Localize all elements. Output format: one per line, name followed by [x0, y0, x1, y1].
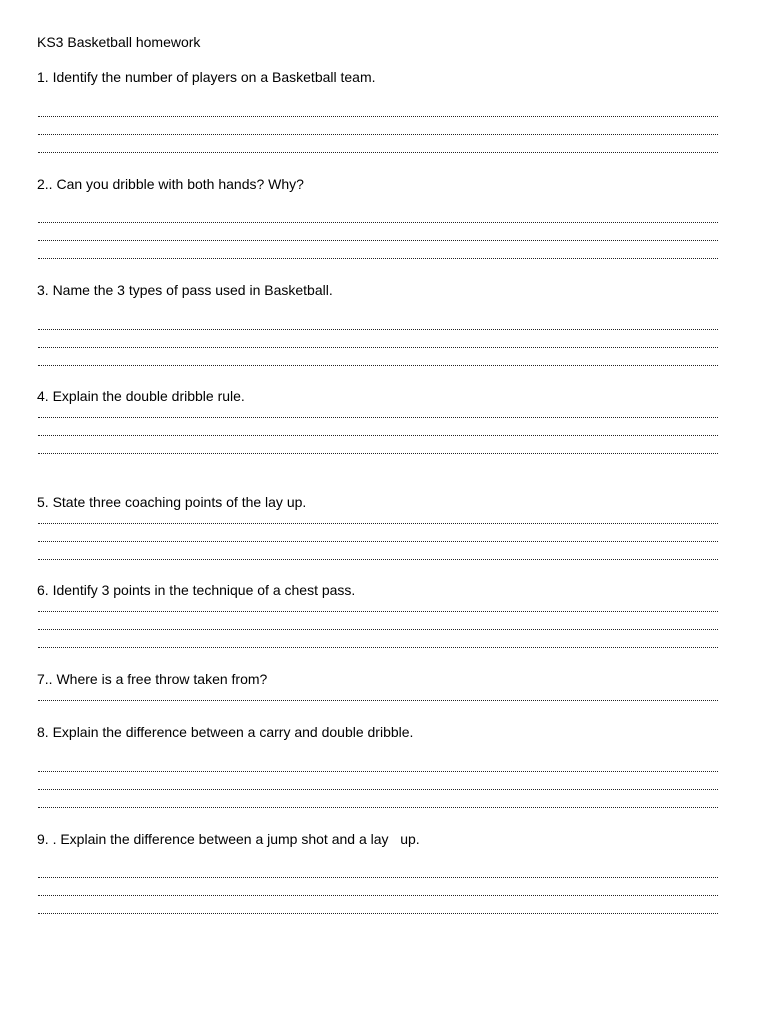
- answer-line: [38, 365, 718, 366]
- answer-line: [38, 559, 718, 560]
- answer-line: [38, 152, 718, 153]
- answer-line: [38, 807, 718, 808]
- worksheet-title: KS3 Basketball homework: [37, 34, 201, 50]
- answer-line: [38, 116, 718, 117]
- answer-line: [38, 877, 718, 878]
- answer-line: [38, 435, 718, 436]
- question-6: 6. Identify 3 points in the technique of a chest pass.: [37, 582, 356, 598]
- answer-line: [38, 789, 718, 790]
- question-9: 9. . Explain the difference between a jump shot and a lay up.: [37, 831, 420, 847]
- answer-line: [38, 895, 718, 896]
- question-1: 1. Identify the number of players on a Basketball team.: [37, 69, 376, 85]
- question-5: 5. State three coaching points of the lay up.: [37, 494, 307, 510]
- question-2: 2.. Can you dribble with both hands? Why?: [37, 176, 304, 192]
- answer-line: [38, 134, 718, 135]
- answer-line: [38, 913, 718, 914]
- answer-line: [38, 523, 718, 524]
- question-8: 8. Explain the difference between a carry and double dribble.: [37, 724, 414, 740]
- question-3: 3. Name the 3 types of pass used in Basketball.: [37, 282, 333, 298]
- answer-line: [38, 417, 718, 418]
- question-7: 7.. Where is a free throw taken from?: [37, 671, 268, 687]
- answer-line: [38, 240, 718, 241]
- answer-line: [38, 771, 718, 772]
- answer-line: [38, 611, 718, 612]
- answer-line: [38, 258, 718, 259]
- answer-line: [38, 453, 718, 454]
- answer-line: [38, 329, 718, 330]
- question-4: 4. Explain the double dribble rule.: [37, 388, 245, 404]
- answer-line: [38, 347, 718, 348]
- answer-line: [38, 629, 718, 630]
- answer-line: [38, 647, 718, 648]
- answer-line: [38, 222, 718, 223]
- answer-line: [38, 700, 718, 701]
- answer-line: [38, 541, 718, 542]
